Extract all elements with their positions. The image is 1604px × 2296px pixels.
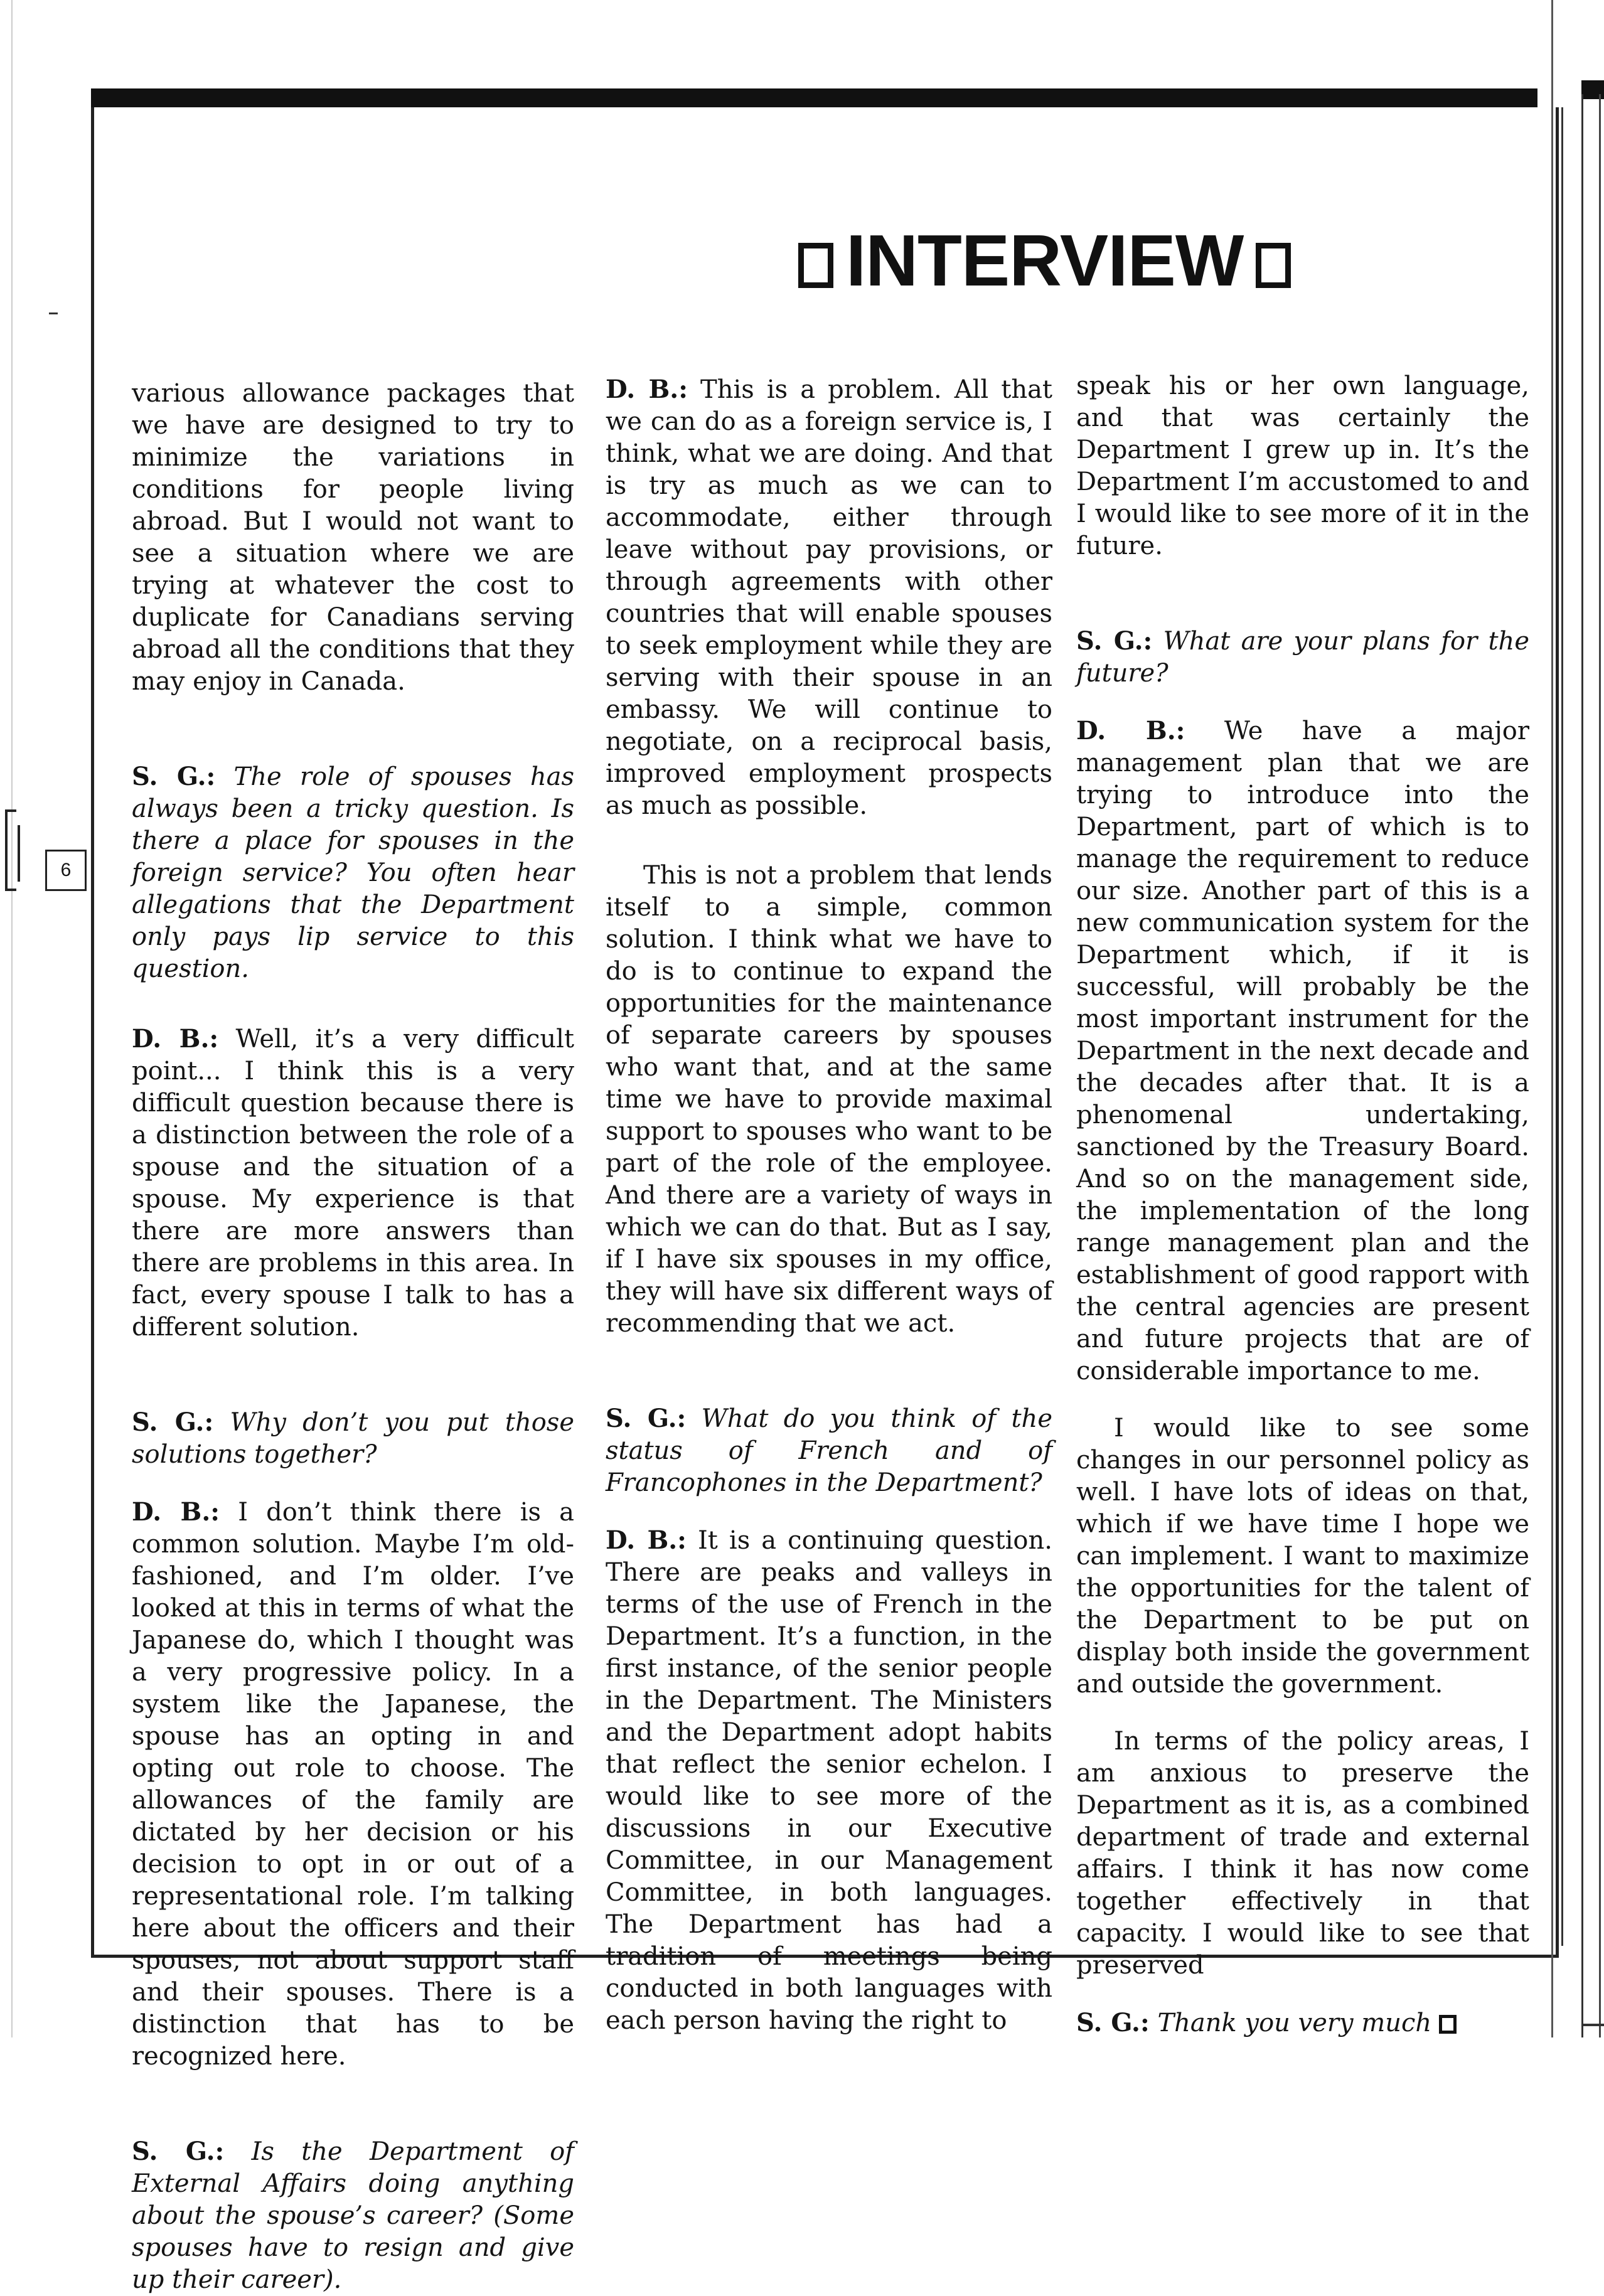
page-edge-line: [1551, 0, 1553, 2037]
header-rule: [91, 88, 1537, 107]
paragraph: In terms of the policy areas, I am anxious to preserve the Department as it is, as a combined department of trade and external affairs. I think it has now come together effectively in that capacity. I would like to see that preserved: [1076, 1727, 1529, 1980]
section-title-text: INTERVIEW: [846, 220, 1244, 301]
paragraph: various allowance packages that we have are designed to try to minimize the variations in conditions for people living abroad. But I would not want to see a situation where we are trying at whatever the cost to duplicate for Canadians serving abroad all the conditions that they may enjoy in Canada.: [132, 379, 574, 696]
frame-edge: [1561, 107, 1563, 1946]
end-square-icon: [1439, 2015, 1457, 2034]
question: S. G.: The role of spouses has always been a tricky question. Is there a place for spouses in the foreign service? You often hear allegations that the Department only pays lip service to this question.: [132, 762, 574, 983]
next-page-edge-2: [1599, 94, 1601, 2037]
paragraph: speak his or her own language, and that was certainly the Department I grew up in. It’s the Department I’m accustomed to and I would like to see more of it in the future.: [1076, 371, 1529, 560]
next-page-edge-bottom: [1581, 2024, 1604, 2026]
answer: D. B.: This is a problem. All that we can do as a foreign service is, I think, what we are doing. And that is try as much as we can to accommodate, either through leave without pay provisions, or through agreements with other countries that will enable spouses to seek employment while they are serving with their spouse in an embassy. We will continue to negotiate, on a reciprocal basis, improved employment prospects as much as possible.: [606, 375, 1052, 820]
square-ornament-icon: [1256, 243, 1291, 288]
square-ornament-icon: [798, 243, 833, 288]
answer: D. B.: We have a major management plan that we are trying to introduce into the Department, part of which is to manage the requirement to reduce our size. Another part of this is a new communication system for the Department which, if it is successful, will probably be the most important instrument for the Department in the next decade and the decades after that. It is a phenomenal undertaking, sanctioned by the Treasury Board. And so on the management side, the implementation of the long range management plan and the establishment of good rapport with the central agencies are present and future projects that are of considerable importance to me.: [1076, 716, 1529, 1386]
margin-line: [11, 0, 13, 2037]
answer: D. B.: I don’t think there is a common solution. Maybe I’m old-fashioned, and I’m older. I’ve looked at this in terms of what the Japanese do, which I thought was a very progressive policy. In a system like the Japanese, the spouse has an opting in and opting out role to choose. The allowances of the family are dictated by her decision or his decision to opt in or out of a representational role. I’m talking here about the officers and their spouses, not about support staff and their spouses. There is a distinction that has to be recognized here.: [132, 1497, 574, 2071]
question: S. G.: Why don’t you put those solutions together?: [132, 1407, 574, 1469]
answer: D. B.: Well, it’s a very difficult point... I think this is a very difficult question because there is a distinction between the role of a spouse and the situation of a spouse. My experience is that there are more answers than there are problems in this area. In fact, every spouse I talk to has a different solution.: [132, 1024, 574, 1342]
column-3: [1076, 370, 1529, 2039]
binding-bracket: [5, 809, 16, 891]
paragraph: This is not a problem that lends itself to a simple, common solution. I think what we have to do is to continue to expand the opportunities for the maintenance of separate careers by spouses who want that, and at the same time we have to provide maximal support to spouses who want to be part of the role of the employee. And there are a variety of ways in which we can do that. But as I say, if I have six spouses in my office, they will have six different ways of recommending that we act.: [606, 861, 1052, 1338]
question: S. G.: Is the Department of External Affairs doing anything about the spouse’s career? (Some spouses have to resign and give up their career).: [132, 2137, 574, 2294]
question: S. G.: What are your plans for the future?: [1076, 626, 1529, 688]
answer: D. B.: It is a continuing question. There are peaks and valleys in terms of the use of French in the Department. It’s a function, in the first instance, of the senior people in the Department. The Ministers and the Department adopt habits that reflect the senior echelon. I would like to see more of the discussions in our Executive Committee, in our Management Committee, in both languages. The Department has had a tradition of meetings being conducted in both languages with each person having the right to: [606, 1525, 1052, 2035]
next-page-edge: [1581, 94, 1583, 2037]
margin-dash: [49, 312, 58, 314]
paragraph: I would like to see some changes in our personnel policy as well. I have lots of ideas on that, which if we have time I hope we can implement. I want to maximize the opportunities for the talent of the Department to be put on display both inside the government and outside the government.: [1076, 1414, 1529, 1699]
binding-bracket-bar: [18, 825, 20, 882]
column-1: [132, 378, 574, 2296]
page-number: 6: [45, 850, 87, 891]
question: S. G.: Thank you very much: [1076, 2007, 1529, 2039]
column-2: [606, 373, 1052, 2037]
question: S. G.: What do you think of the status of French and of Francophones in the Department?: [606, 1404, 1052, 1497]
section-title: [786, 220, 1303, 301]
